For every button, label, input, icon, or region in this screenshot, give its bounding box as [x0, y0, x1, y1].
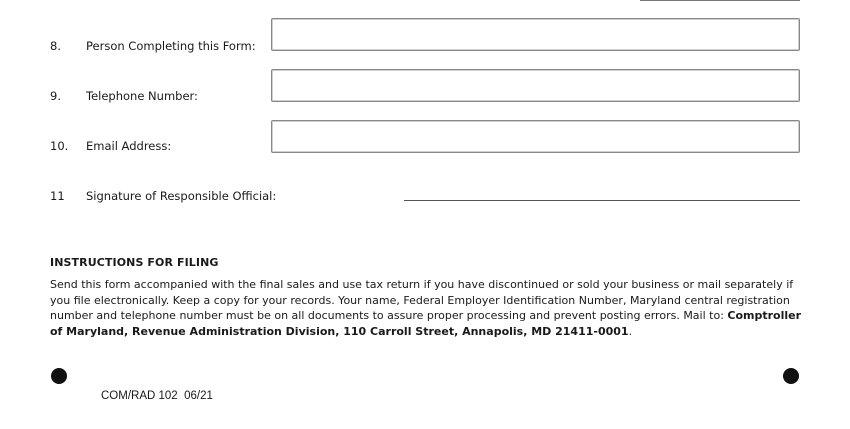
- instructions-text: Send this form accompanied with the final sales and use tax return if you have discontinued or sold your business or mail separately if you file electronically. Keep a copy for your records. Your name, Federal Employer Identification Number, Maryland central registration number and telephone number must be on all documents to assure proper processing and prevent posting errors. Mail to:: [50, 278, 794, 322]
- form-code: COM/RAD 102 06/21: [101, 390, 213, 402]
- instructions-title: INSTRUCTIONS FOR FILING: [50, 256, 219, 269]
- field-number-8: 8.: [50, 39, 61, 53]
- mailing-address: Comptroller of Maryland, Revenue Administration Division, 110 Carroll Street, Annapolis, MD 21411-0001: [50, 309, 802, 338]
- signature-line[interactable]: [404, 200, 800, 201]
- registration-mark-left-icon: [51, 368, 67, 384]
- instructions-end: .: [628, 324, 633, 338]
- top-field-underline: [640, 0, 800, 1]
- signature-label: Signature of Responsible Official:: [86, 189, 277, 203]
- email-input[interactable]: [271, 120, 800, 153]
- telephone-input[interactable]: [271, 69, 800, 102]
- email-label: Email Address:: [86, 139, 172, 153]
- person-completing-input[interactable]: [271, 18, 800, 51]
- instructions-body: [50, 277, 810, 339]
- person-completing-label: Person Completing this Form:: [86, 39, 256, 53]
- telephone-label: Telephone Number:: [86, 89, 198, 103]
- registration-mark-right-icon: [783, 368, 799, 384]
- field-number-10: 10.: [50, 139, 69, 153]
- field-number-11: 11: [50, 189, 65, 203]
- field-number-9: 9.: [50, 89, 61, 103]
